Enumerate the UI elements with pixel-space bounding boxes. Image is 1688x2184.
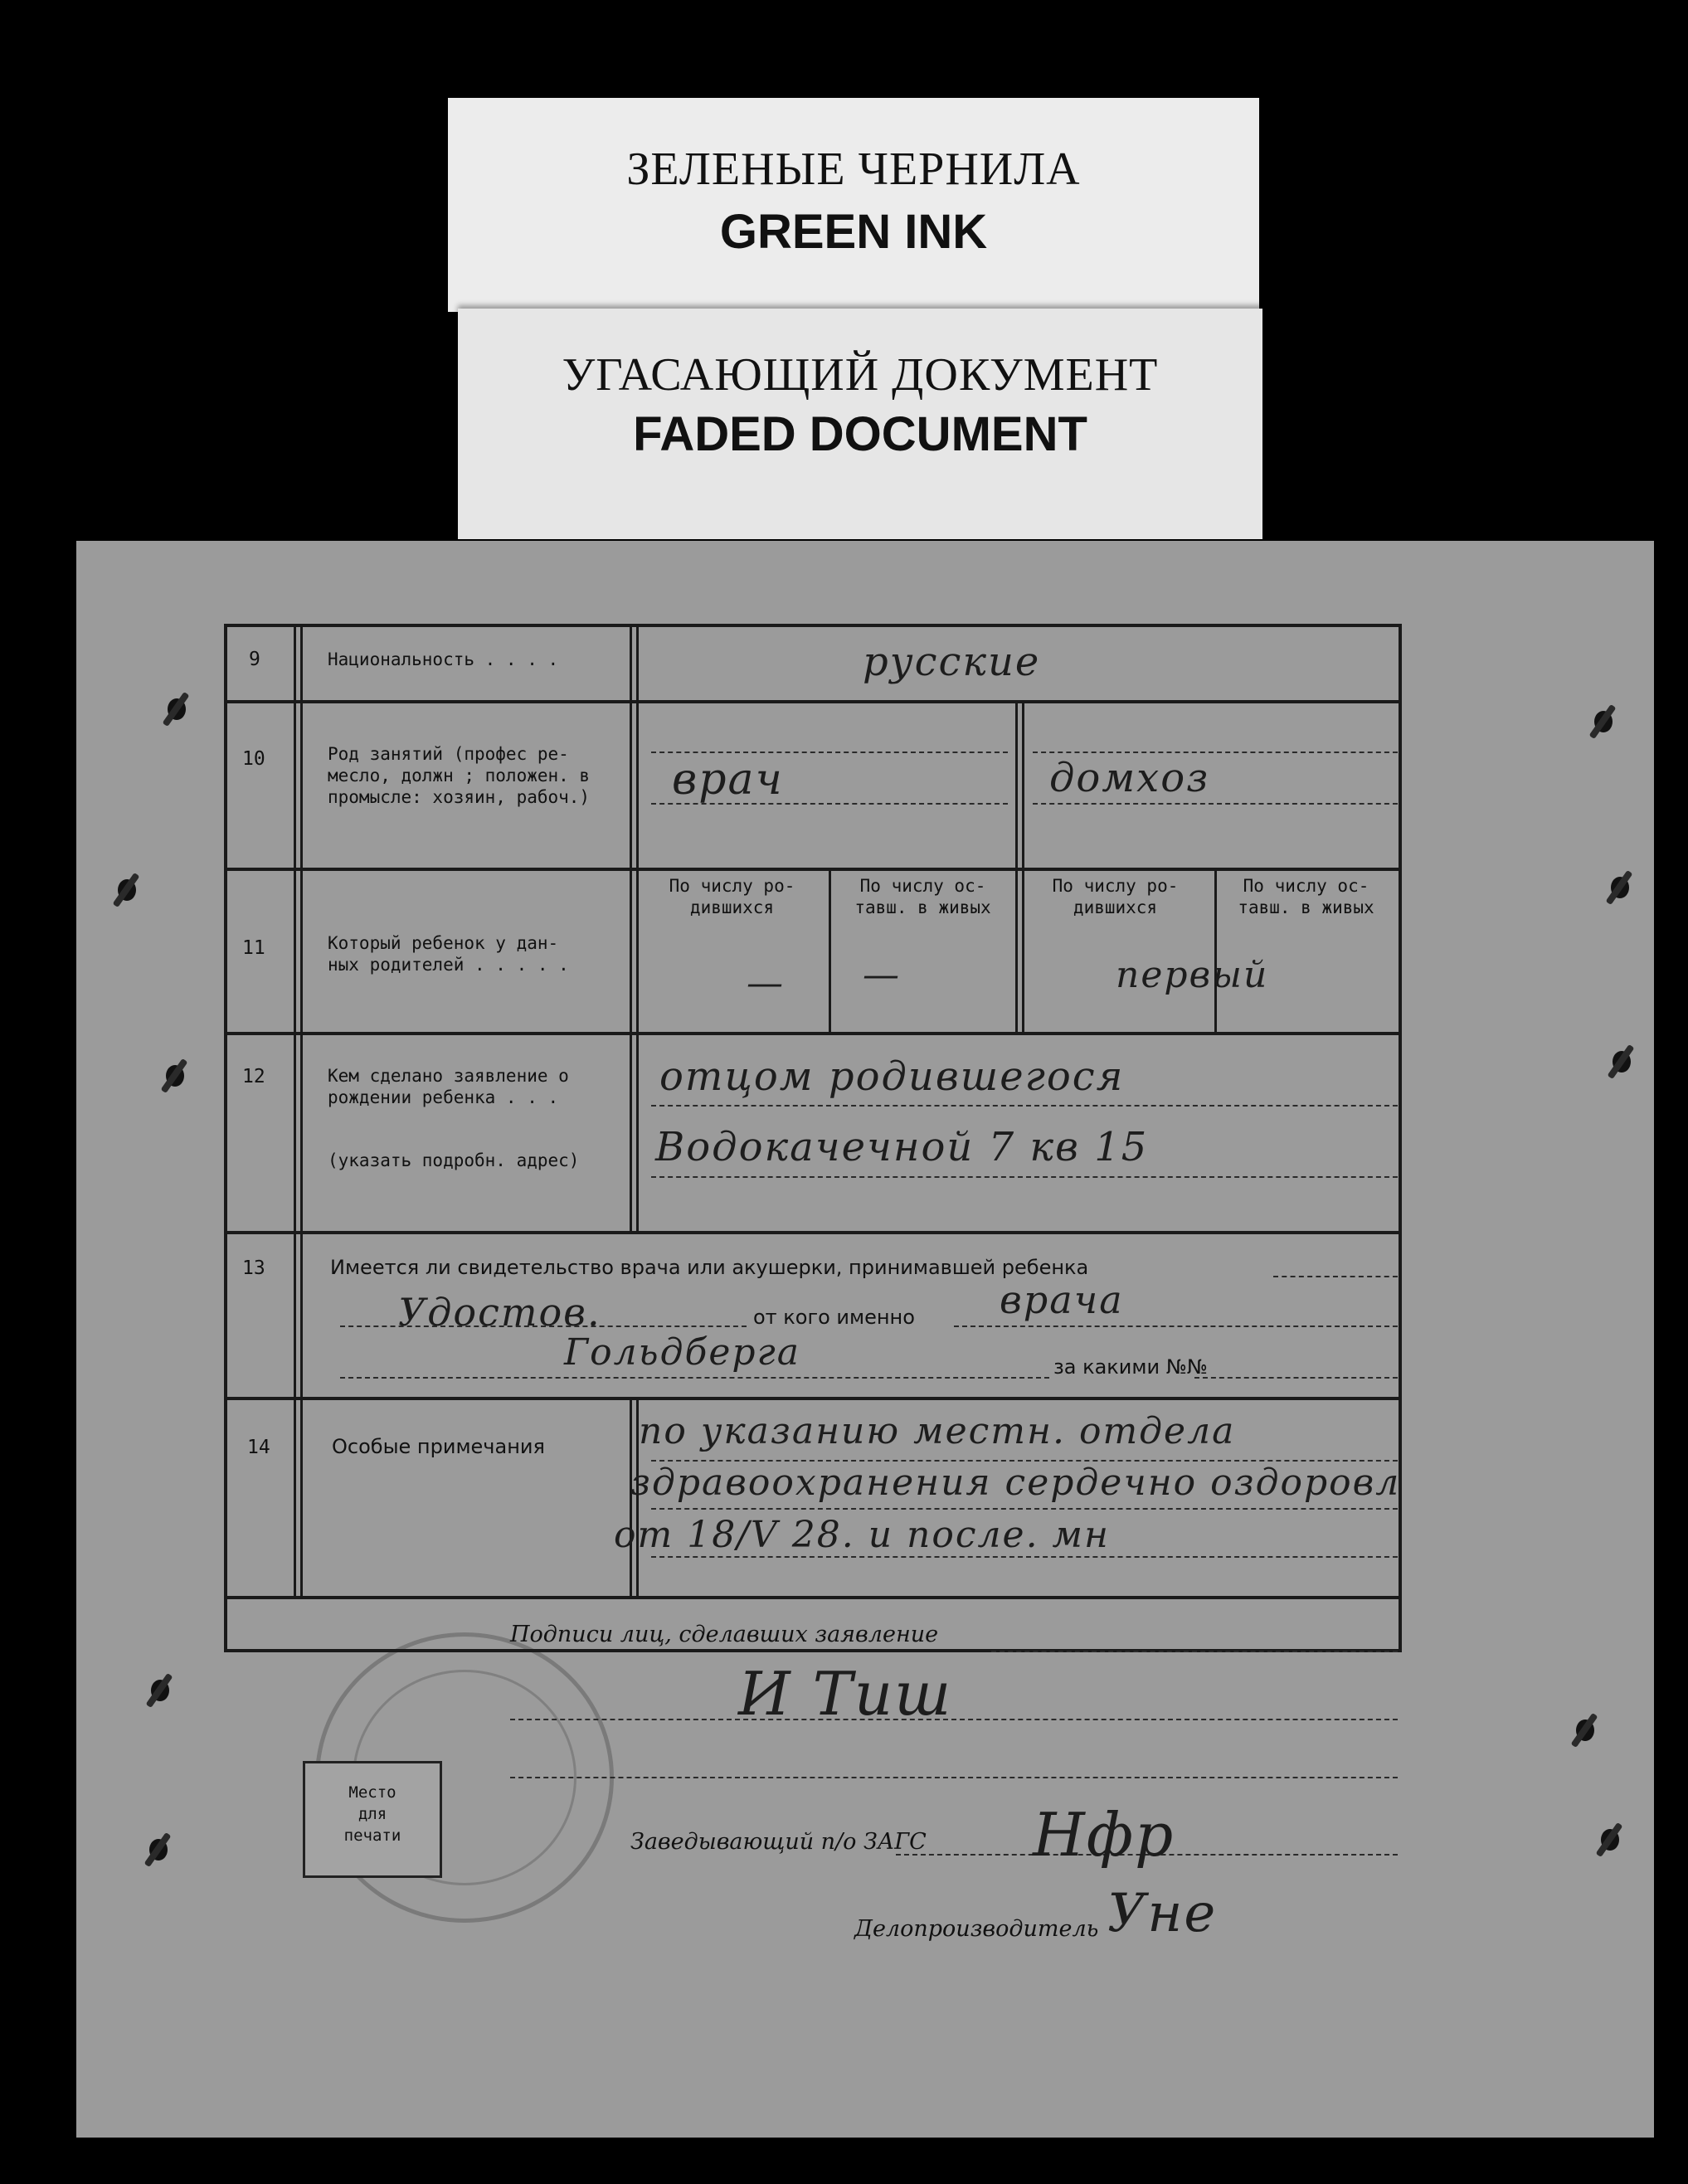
seal-place-label: Место для печати: [343, 1783, 401, 1845]
row-14-entry-2: здравоохранения сердечно оздоровл: [630, 1462, 1401, 1504]
row-13-question: Имеется ли свидетельство врача или акушерки, принимавшей ребенка: [330, 1256, 1089, 1279]
green-ink-label-card: [448, 98, 1259, 312]
row-11-entry-3: первый: [1116, 954, 1269, 996]
row-10-label: Род занятий (профес ре- месло, должн ; положен. в промысле: хозяин, рабоч.): [328, 744, 591, 807]
row-9-entry: русские: [863, 639, 1041, 685]
punch-hole: [1594, 711, 1613, 732]
row-9-number: 9: [249, 649, 260, 670]
punch-hole: [1576, 1719, 1594, 1741]
row-11-number: 11: [242, 937, 265, 959]
punch-hole: [1611, 877, 1629, 898]
punch-hole: [1613, 1051, 1631, 1073]
col-header-born-1: По числу ро- дившихся: [669, 876, 795, 917]
row-11-entry-1: —: [747, 962, 785, 1004]
punch-hole: [168, 698, 186, 720]
row-14-number: 14: [247, 1437, 270, 1458]
row-12-entry-2: Водокачечной 7 кв 15: [655, 1124, 1149, 1170]
row-11-entry-2: —: [863, 954, 901, 996]
row-11-label: Который ребенок у дан- ных родителей . . . . .: [328, 933, 569, 975]
registry-head-signature: Нфр: [1033, 1800, 1175, 1870]
clerk-label: Делопроизводитель: [854, 1916, 1099, 1942]
row-12-number: 12: [242, 1066, 265, 1087]
punch-hole: [151, 1680, 169, 1701]
row-10-number: 10: [242, 748, 265, 770]
row-13-by-which-label: за какими №№: [1053, 1355, 1208, 1379]
row-12-label: Кем сделано заявление о рождении ребенка . . .: [328, 1066, 569, 1107]
col-header-born-2: По числу ро- дившихся: [1052, 876, 1179, 917]
applicant-signature: И Тиш: [738, 1659, 953, 1729]
punch-hole: [166, 1065, 184, 1087]
faded-document-label-card: [458, 309, 1262, 539]
row-14-label: Особые примечания: [332, 1435, 545, 1458]
row-12-entry-1: отцом родившегося: [659, 1053, 1125, 1100]
green-ink-label-en: GREEN INK: [719, 205, 988, 259]
row-12-sub-label: (указать подробн. адрес): [328, 1150, 580, 1170]
punch-hole: [1601, 1829, 1619, 1851]
row-13-entry-certificate: Удостов.: [398, 1290, 601, 1335]
registry-head-label: Заведывающий п/о ЗАГС: [630, 1829, 927, 1855]
green-ink-label-ru: ЗЕЛЕНЫЕ ЧЕРНИЛА: [626, 143, 1081, 195]
signatures-label: Подписи лиц, сделавших заявление: [510, 1622, 939, 1647]
col-header-alive-2: По числу ос- тавш. в живых: [1238, 876, 1374, 917]
row-13-from-whom-label: от кого именно: [753, 1306, 915, 1329]
row-13-entry-doctor: врача: [1000, 1277, 1124, 1322]
faded-document-label-ru: УГАСАЮЩИЙ ДОКУМЕНТ: [562, 349, 1159, 401]
row-13-number: 13: [242, 1257, 265, 1279]
seal-place-box: [303, 1761, 442, 1878]
row-10-entry-mother: домхоз: [1049, 755, 1210, 801]
row-9-label: Национальность . . . .: [328, 649, 559, 669]
faded-document-label-en: FADED DOCUMENT: [633, 407, 1087, 461]
row-10-entry-father: врач: [672, 755, 784, 805]
clerk-signature: Уне: [1107, 1883, 1218, 1944]
row-13-entry-name: Гольдберга: [564, 1331, 801, 1374]
punch-hole: [149, 1839, 168, 1861]
row-14-entry-1: по указанию местн. отдела: [639, 1410, 1236, 1452]
punch-hole: [118, 879, 136, 901]
row-14-entry-3: от 18/V 28. и после. мн: [614, 1514, 1111, 1556]
col-header-alive-1: По числу ос- тавш. в живых: [854, 876, 991, 917]
